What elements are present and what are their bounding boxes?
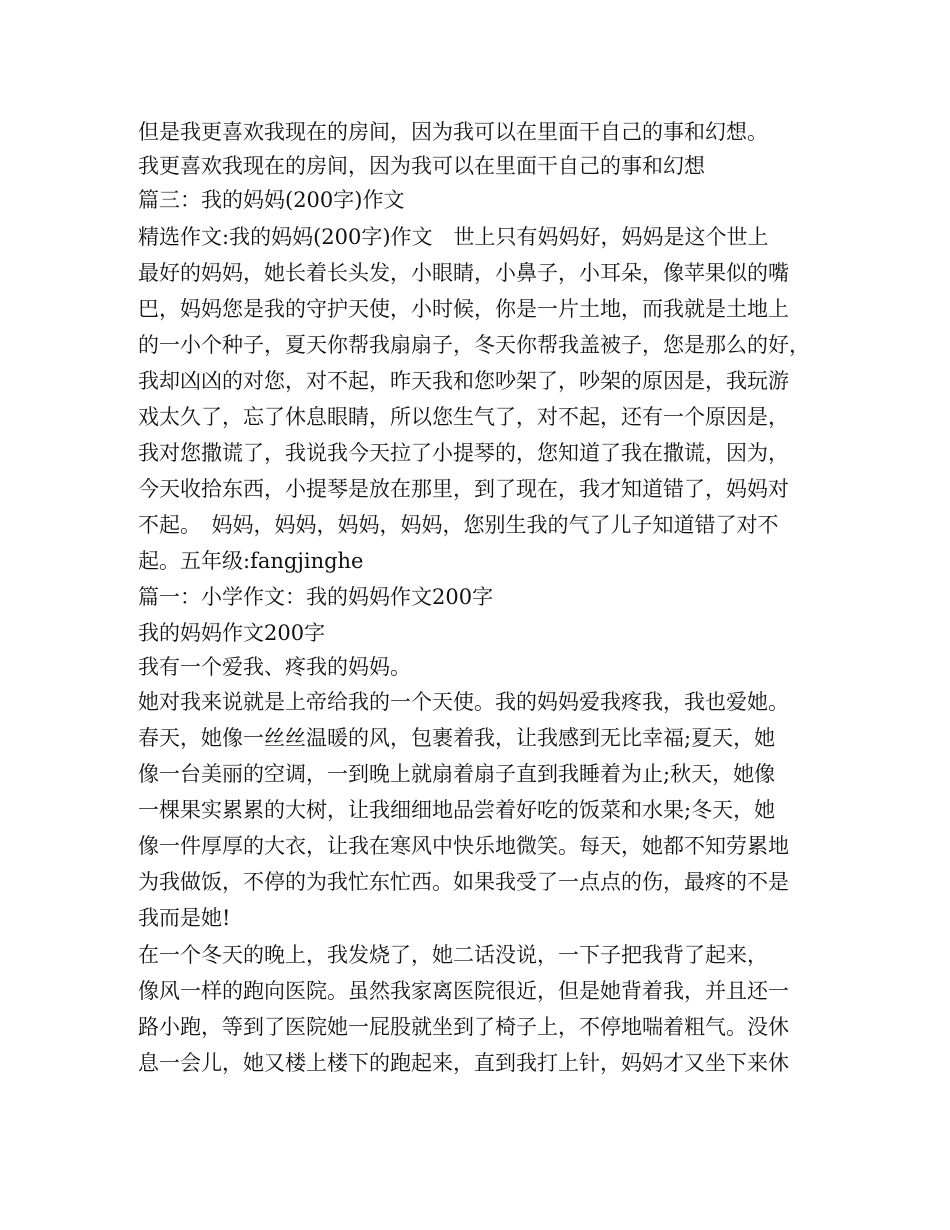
text-line: 我而是她!	[138, 906, 231, 930]
text-line: 最好的妈妈，她长着长头发，小眼睛，小鼻子，小耳朵，像苹果似的嘴	[138, 261, 789, 285]
text-line: 精选作文:我的妈妈(200字)作文 世上只有妈妈好，妈妈是这个世上	[138, 225, 769, 249]
text-line: 一棵果实累累的大树，让我细细地品尝着好吃的饭菜和水果;冬天，她	[138, 798, 776, 822]
text-line: 我更喜欢我现在的房间，因为我可以在里面干自己的事和幻想	[138, 154, 705, 178]
text-line: 像一台美丽的空调，一到晚上就扇着扇子直到我睡着为止;秋天，她像	[138, 762, 776, 786]
text-line: 我对您撒谎了，我说我今天拉了小提琴的，您知道了我在撒谎，因为，	[138, 441, 789, 465]
text-line: 息一会儿，她又楼上楼下的跑起来，直到我打上针，妈妈才又坐下来休	[138, 1051, 789, 1075]
text-line: 的一小个种子，夏天你帮我扇扇子，冬天你帮我盖被子，您是那么的好，	[138, 333, 810, 357]
text-line: 像一件厚厚的大衣，让我在寒风中快乐地微笑。每天，她都不知劳累地	[138, 834, 789, 858]
text-line: 她对我来说就是上帝给我的一个天使。我的妈妈爱我疼我，我也爱她。	[138, 690, 789, 714]
text-line: 像风一样的跑向医院。虽然我家离医院很近，但是她背着我，并且还一	[138, 979, 789, 1003]
text-line: 在一个冬天的晚上，我发烧了，她二话没说，一下子把我背了起来，	[138, 943, 768, 967]
text-line: 巴，妈妈您是我的守护天使，小时候，你是一片土地，而我就是土地上	[138, 297, 789, 321]
text-line: 我有一个爱我、疼我的妈妈。	[138, 655, 411, 679]
section-heading: 篇一：小学作文：我的妈妈作文200字	[138, 585, 494, 609]
text-line: 今天收拾东西，小提琴是放在那里，到了现在，我才知道错了，妈妈对	[138, 477, 789, 501]
section-heading: 篇三：我的妈妈(200字)作文	[138, 188, 405, 212]
text-line: 我却凶凶的对您，对不起，昨天我和您吵架了，吵架的原因是，我玩游	[138, 369, 789, 393]
text-line: 戏太久了，忘了休息眼睛，所以您生气了，对不起，还有一个原因是，	[138, 405, 789, 429]
text-line: 但是我更喜欢我现在的房间，因为我可以在里面干自己的事和幻想。	[138, 120, 768, 144]
text-line: 路小跑，等到了医院她一屁股就坐到了椅子上，不停地喘着粗气。没休	[138, 1015, 789, 1039]
essay-title: 我的妈妈作文200字	[138, 621, 326, 645]
text-line: 起。五年级:fangjinghe	[138, 549, 364, 573]
text-line: 为我做饭，不停的为我忙东忙西。如果我受了一点点的伤，最疼的不是	[138, 870, 789, 894]
text-line: 春天，她像一丝丝温暖的风，包裹着我，让我感到无比幸福;夏天，她	[138, 726, 776, 750]
text-line: 不起。 妈妈，妈妈，妈妈，妈妈，您别生我的气了儿子知道错了对不	[138, 513, 779, 537]
